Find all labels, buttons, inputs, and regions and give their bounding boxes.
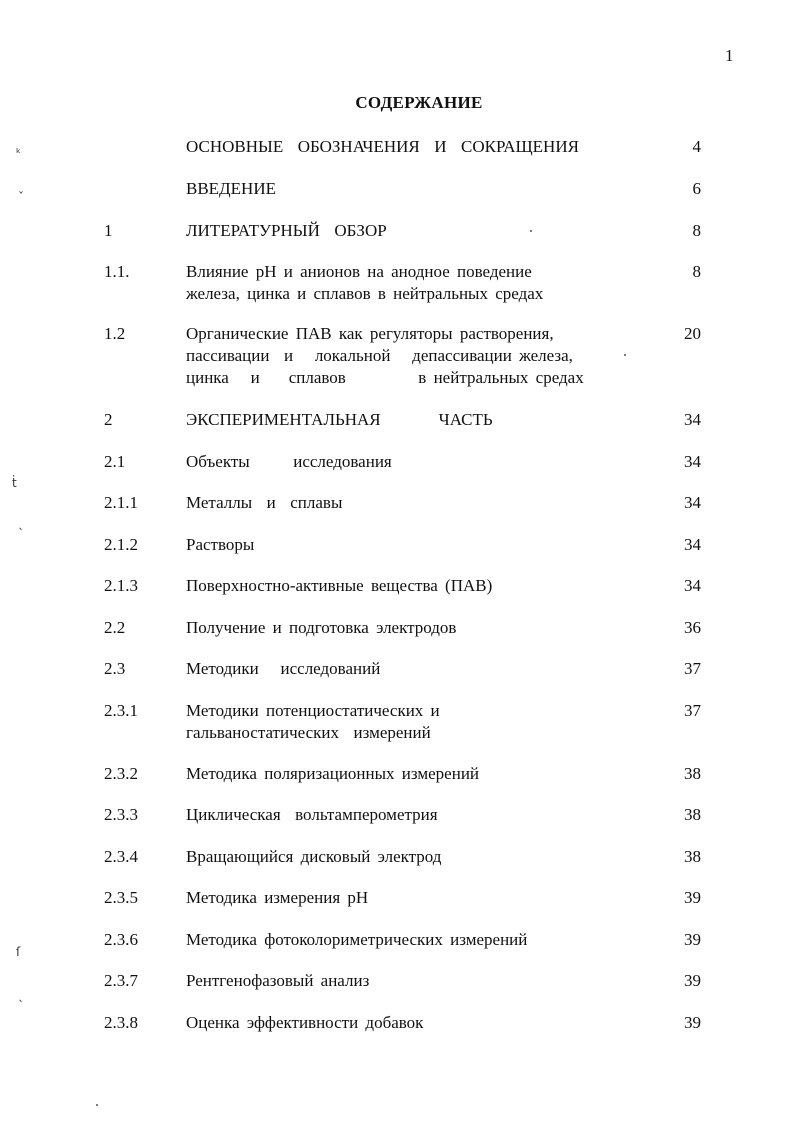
toc-entry-number: 2.3.3 bbox=[104, 805, 138, 824]
toc-entry-title bbox=[186, 178, 646, 200]
toc-entry-title bbox=[186, 846, 646, 868]
toc-entry-title-line: Металлы и сплавы bbox=[186, 493, 343, 512]
toc-entry-title-line: ЭКСПЕРИМЕНТАЛЬНАЯ ЧАСТЬ bbox=[186, 410, 493, 429]
toc-entry-page: 8 bbox=[692, 262, 701, 281]
toc-entry-title-line: Объекты исследования bbox=[186, 452, 392, 471]
toc-entry-page: 39 bbox=[684, 1013, 701, 1032]
toc-entry-number: 2.3.8 bbox=[104, 1013, 138, 1032]
toc-entry-page: 38 bbox=[684, 805, 701, 824]
toc-entry-title-line: Влияние pH и анионов на анодное поведение bbox=[186, 262, 532, 281]
toc-entry-title-line: Циклическая вольтамперометрия bbox=[186, 805, 438, 824]
toc-entry-page: 6 bbox=[692, 179, 701, 198]
toc-entry-page: 37 bbox=[684, 701, 701, 720]
toc-entry-page: 38 bbox=[684, 847, 701, 866]
toc-entry-page: 34 bbox=[684, 493, 701, 512]
toc-entry-title-line: Методика поляризационных измерений bbox=[186, 764, 480, 783]
scan-mark: ſ bbox=[16, 945, 21, 959]
toc-entry-number: 2.3.7 bbox=[104, 971, 138, 990]
toc-entry-title-line: Получение и подготовка электродов bbox=[186, 618, 457, 637]
toc-entry-page: 39 bbox=[684, 888, 701, 907]
toc-entry-number: 2.3 bbox=[104, 659, 126, 678]
toc-entry-page: 34 bbox=[684, 535, 701, 554]
toc-entry-title bbox=[186, 658, 646, 680]
toc-entry-page: 34 bbox=[684, 452, 701, 471]
toc-entry-title bbox=[186, 1012, 646, 1034]
scan-speck bbox=[624, 354, 626, 356]
toc-entry-number: 2.3.5 bbox=[104, 888, 138, 907]
toc-entry-title-line: гальваностатических измерений bbox=[186, 723, 431, 742]
toc-entry-number: 2.3.6 bbox=[104, 930, 138, 949]
toc-entry-title bbox=[186, 409, 646, 431]
toc-entry-title bbox=[186, 700, 646, 744]
toc-entry-number: 2.1 bbox=[104, 452, 126, 471]
toc-entry-title-line: ОСНОВНЫЕ ОБОЗНАЧЕНИЯ И СОКРАЩЕНИЯ bbox=[186, 137, 579, 156]
toc-entry-title-line: пассивации и локальной депассивации железа, bbox=[186, 346, 573, 365]
toc-entry-title bbox=[186, 492, 646, 514]
toc-entry-number: 2.1.1 bbox=[104, 493, 138, 512]
toc-entry-number: 2.2 bbox=[104, 618, 126, 637]
toc-entry-number: 2.1.3 bbox=[104, 576, 138, 595]
toc-entry-title bbox=[186, 534, 646, 556]
document-title: СОДЕРЖАНИЕ bbox=[355, 93, 483, 112]
toc-entry-page: 20 bbox=[684, 324, 701, 343]
toc-entry-title bbox=[186, 763, 646, 785]
toc-entry-title bbox=[186, 261, 646, 305]
toc-entry-page: 39 bbox=[684, 971, 701, 990]
toc-entry-title bbox=[186, 970, 646, 992]
scan-mark: ˇ bbox=[18, 190, 24, 204]
toc-entry-title-line: ЛИТЕРАТУРНЫЙ ОБЗОР bbox=[186, 221, 387, 240]
toc-entry-page: 38 bbox=[684, 764, 701, 783]
toc-entry-number: 2.1.2 bbox=[104, 535, 138, 554]
toc-entry-number: 1.2 bbox=[104, 324, 126, 343]
toc-entry-page: 39 bbox=[684, 930, 701, 949]
toc-entry-page: 36 bbox=[684, 618, 701, 637]
toc-entry-title bbox=[186, 617, 646, 639]
toc-entry-title bbox=[186, 323, 646, 389]
scan-speck bbox=[96, 1104, 98, 1106]
toc-entry-title-line: Методика измерения pH bbox=[186, 888, 369, 907]
scan-mark: ᵏ bbox=[16, 146, 22, 160]
toc-entry-number: 1 bbox=[104, 221, 113, 240]
toc-entry-page: 34 bbox=[684, 410, 701, 429]
toc-entry-title bbox=[186, 804, 646, 826]
toc-entry-title-line: Рентгенофазовый анализ bbox=[186, 971, 370, 990]
toc-entry-title-line: ВВЕДЕНИЕ bbox=[186, 179, 276, 198]
toc-entry-title bbox=[186, 220, 646, 242]
toc-entry-title-line: цинка и сплавов в нейтральных средах bbox=[186, 368, 584, 387]
scan-mark: ˎ bbox=[18, 516, 24, 530]
toc-entry-page: 4 bbox=[692, 137, 701, 156]
toc-entry-title-line: Вращающийся дисковый электрод bbox=[186, 847, 442, 866]
toc-entry-title-line: Органические ПАВ как регуляторы растворения, bbox=[186, 324, 554, 343]
toc-entry-title-line: Методики исследований bbox=[186, 659, 381, 678]
toc-entry-title bbox=[186, 887, 646, 909]
toc-entry-title bbox=[186, 451, 646, 473]
toc-entry-number: 2.3.2 bbox=[104, 764, 138, 783]
toc-entry-number: 2 bbox=[104, 410, 113, 429]
toc-entry-page: 8 bbox=[692, 221, 701, 240]
toc-entry-title-line: Растворы bbox=[186, 535, 255, 554]
toc-entry-title bbox=[186, 929, 646, 951]
scan-mark: ˎ bbox=[18, 988, 24, 1002]
toc-entry-title-line: Оценка эффективности добавок bbox=[186, 1013, 424, 1032]
toc-entry-number: 1.1. bbox=[104, 262, 130, 281]
toc-entry-title-line: Методики потенциостатических и bbox=[186, 701, 440, 720]
toc-entry-title-line: Методика фотоколориметрических измерений bbox=[186, 930, 528, 949]
toc-entry-title bbox=[186, 575, 646, 597]
scan-speck bbox=[530, 230, 532, 232]
toc-entry-number: 2.3.4 bbox=[104, 847, 138, 866]
toc-entry-page: 34 bbox=[684, 576, 701, 595]
toc-entry-title-line: железа, цинка и сплавов в нейтральных средах bbox=[186, 284, 544, 303]
toc-entry-title bbox=[186, 136, 646, 158]
page-number: 1 bbox=[725, 46, 734, 65]
scan-mark: ṫ bbox=[12, 476, 17, 490]
toc-entry-title-line: Поверхностно-активные вещества (ПАВ) bbox=[186, 576, 493, 595]
toc-entry-page: 37 bbox=[684, 659, 701, 678]
toc-entry-number: 2.3.1 bbox=[104, 701, 138, 720]
